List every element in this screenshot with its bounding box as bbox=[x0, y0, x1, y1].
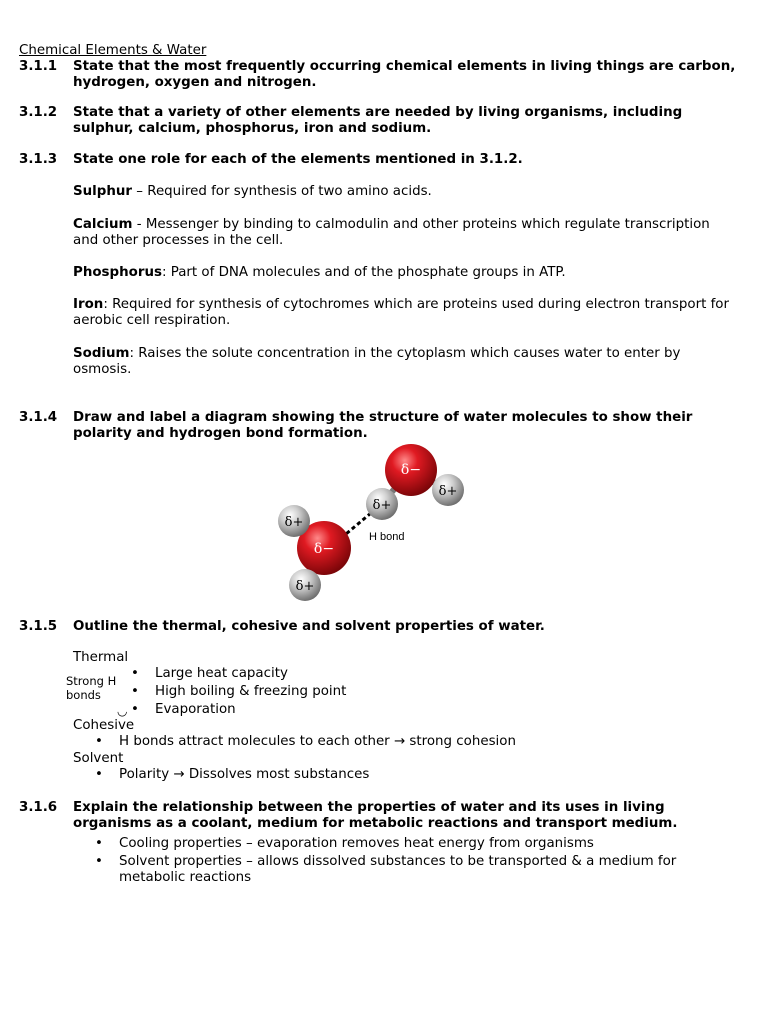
water-hydrogen-bond-diagram bbox=[258, 440, 478, 605]
bullet-icon: • bbox=[131, 666, 139, 681]
element-name: Iron bbox=[73, 297, 104, 312]
partial-positive-label: δ+ bbox=[295, 579, 315, 594]
element-role-text: : Required for synthesis of cytochromes which are proteins used during electron transport for aerobic cell respiration. bbox=[73, 297, 729, 328]
bullet-icon: • bbox=[95, 854, 103, 869]
objective-number: 3.1.3 bbox=[19, 152, 58, 167]
objective-number: 3.1.1 bbox=[19, 59, 58, 74]
element-role-text: : Part of DNA molecules and of the phosphate groups in ATP. bbox=[161, 265, 566, 280]
uses-bullet bbox=[95, 854, 715, 886]
objective-3-1-4 bbox=[19, 410, 739, 442]
cohesive-heading: Cohesive bbox=[73, 718, 135, 733]
bullet-text: H bonds attract molecules to each other → strong cohesion bbox=[119, 734, 516, 749]
bullet-text: Evaporation bbox=[155, 702, 236, 717]
objective-number: 3.1.4 bbox=[19, 410, 58, 425]
objective-number: 3.1.6 bbox=[19, 800, 58, 815]
page-title: Chemical Elements & Water bbox=[19, 43, 207, 58]
hydrogen-bond-label: H bond bbox=[369, 531, 405, 543]
objective-text: Draw and label a diagram showing the structure of water molecules to show their polarity and hydrogen bond formation. bbox=[73, 410, 693, 441]
element-role-sodium bbox=[73, 346, 733, 378]
partial-positive-label: δ+ bbox=[284, 515, 304, 530]
bullet-icon: • bbox=[95, 836, 103, 851]
element-role-text: – Required for synthesis of two amino acids. bbox=[132, 184, 432, 199]
element-role-phosphorus bbox=[73, 265, 733, 281]
bullet-icon: • bbox=[95, 734, 103, 749]
bullet-text: High boiling & freezing point bbox=[155, 684, 347, 699]
objective-text: State that a variety of other elements are needed by living organisms, including sulphur, calcium, phosphorus, iron and sodium. bbox=[73, 105, 683, 136]
objective-text: Explain the relationship between the properties of water and its uses in living organisms as a coolant, medium for metabolic reactions and transport medium. bbox=[73, 800, 678, 831]
objective-3-1-3 bbox=[19, 152, 739, 168]
objective-3-1-6 bbox=[19, 800, 739, 832]
partial-positive-label: δ+ bbox=[438, 484, 458, 499]
objective-text: State one role for each of the elements mentioned in 3.1.2. bbox=[73, 152, 523, 167]
objective-number: 3.1.2 bbox=[19, 105, 58, 120]
objective-text: Outline the thermal, cohesive and solvent properties of water. bbox=[73, 619, 545, 634]
element-name: Calcium bbox=[73, 217, 133, 232]
curved-arrow-icon: ◡ bbox=[117, 704, 128, 718]
strong-h-bonds-note: Strong H bonds bbox=[66, 674, 117, 702]
uses-bullet bbox=[95, 836, 715, 852]
element-role-iron bbox=[73, 297, 733, 329]
objective-3-1-2 bbox=[19, 105, 739, 137]
bullet-text: Cooling properties – evaporation removes heat energy from organisms bbox=[119, 836, 594, 851]
partial-negative-label: δ− bbox=[400, 462, 422, 478]
element-name: Sodium bbox=[73, 346, 130, 361]
hydrogen-bond-line bbox=[346, 513, 371, 534]
solvent-heading: Solvent bbox=[73, 751, 124, 766]
bullet-text: Polarity → Dissolves most substances bbox=[119, 767, 370, 782]
objective-3-1-1 bbox=[19, 59, 739, 91]
element-role-text: : Raises the solute concentration in the cytoplasm which causes water to enter by osmosis. bbox=[73, 346, 681, 377]
partial-positive-label: δ+ bbox=[372, 498, 392, 513]
objective-number: 3.1.5 bbox=[19, 619, 58, 634]
bullet-text: Solvent properties – allows dissolved substances to be transported & a medium for metabolic reactions bbox=[119, 854, 677, 885]
element-role-sulphur bbox=[73, 184, 733, 200]
objective-text: State that the most frequently occurring chemical elements in living things are carbon, hydrogen, oxygen and nitrogen. bbox=[73, 59, 736, 90]
bullet-icon: • bbox=[95, 767, 103, 782]
element-name: Phosphorus bbox=[73, 265, 162, 280]
objective-3-1-5 bbox=[19, 619, 739, 635]
bullet-icon: • bbox=[131, 684, 139, 699]
element-name: Sulphur bbox=[73, 184, 133, 199]
bullet-text: Large heat capacity bbox=[155, 666, 288, 681]
element-role-calcium bbox=[73, 217, 733, 249]
bullet-icon: • bbox=[131, 702, 139, 717]
partial-negative-label: δ− bbox=[313, 541, 335, 557]
element-role-text: - Messenger by binding to calmodulin and other proteins which regulate transcription and other processes in the cell. bbox=[73, 217, 710, 248]
thermal-heading: Thermal bbox=[73, 650, 129, 665]
